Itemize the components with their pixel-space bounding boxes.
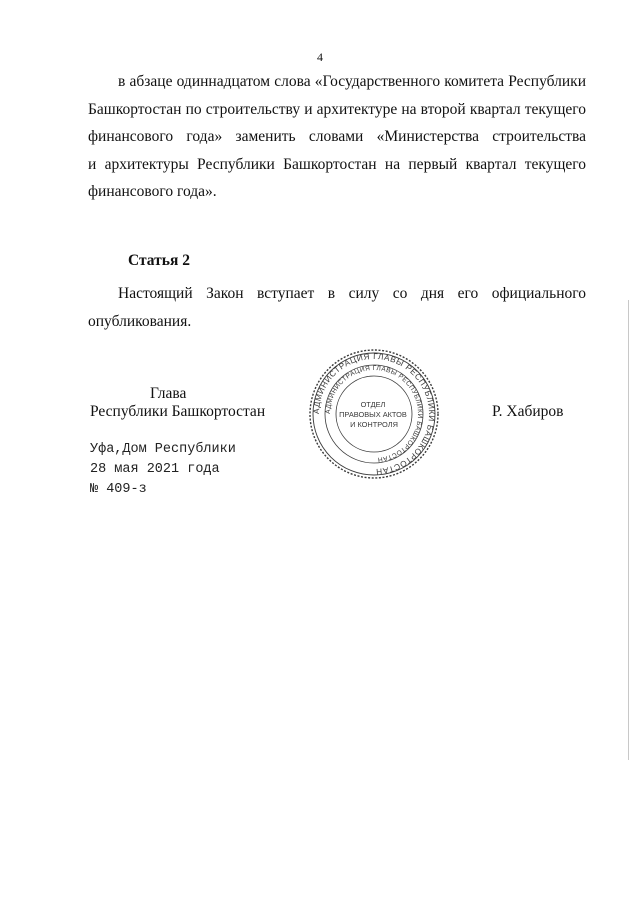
enactment-details (90, 440, 236, 500)
signatory-name: Р. Хабиров (492, 403, 564, 420)
signatory-title: Глава (150, 385, 187, 402)
paragraph-line: Башкортостан по строительству и архитектуре на второй квартал текущего (88, 100, 586, 118)
enactment-place: Уфа,Дом Республики (90, 442, 236, 457)
page-number: 4 (317, 50, 323, 64)
svg-text:ОТДЕЛ ПРАВОВЫХ АКТОВ: ОТДЕЛ ПРАВОВЫХ АКТОВ И КОНТРОЛЯ (339, 400, 407, 429)
official-stamp-seal (308, 348, 440, 480)
paragraph-line: и архитектуры Республики Башкортостан на первый квартал текущего (88, 155, 586, 173)
amendment-paragraph (88, 68, 586, 206)
enactment-number: № 409-з (90, 482, 147, 497)
paragraph-line: в абзаце одиннадцатом слова «Государственного комитета Республики (118, 73, 586, 90)
paragraph-line: опубликования. (88, 312, 192, 330)
paragraph-line: Настоящий Закон вступает в силу со дня его официального (118, 285, 586, 302)
signatory-organization: Республики Башкортостан (90, 403, 266, 420)
article-heading: Статья 2 (128, 252, 190, 269)
paragraph-line: финансового года» заменить словами «Министерства строительства (88, 128, 586, 145)
enactment-date: 28 мая 2021 года (90, 462, 220, 477)
svg-text:АДМИНИСТРАЦИЯ ГЛАВЫ РЕСПУБЛИКИ: АДМИНИСТРАЦИЯ ГЛАВЫ РЕСПУБЛИКИ БАШКОРТОСТАН (311, 351, 437, 477)
scan-edge-line (628, 300, 629, 760)
article-paragraph (88, 280, 586, 335)
paragraph-line: финансового года». (88, 183, 217, 200)
svg-text:АДМИНИСТРАЦИЯ ГЛАВЫ РЕСПУБЛИКИ: АДМИНИСТРАЦИЯ ГЛАВЫ РЕСПУБЛИКИ БАШКОРТОСТАН (324, 364, 424, 463)
